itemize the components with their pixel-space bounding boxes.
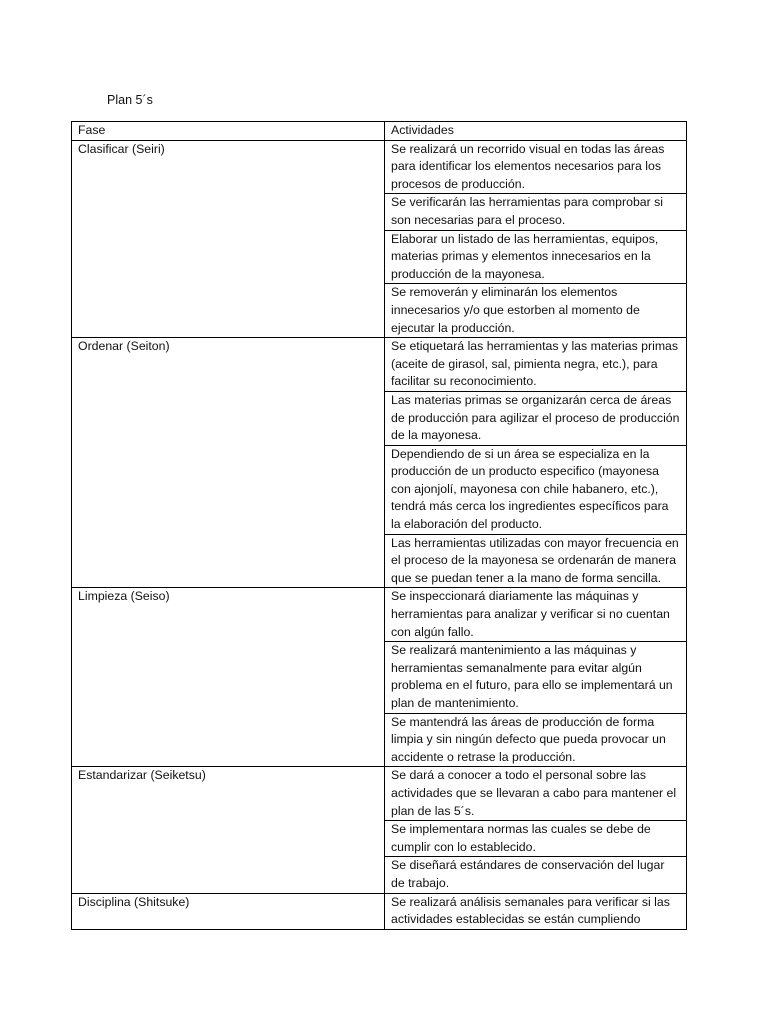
activity-cell: Se mantendrá las áreas de producción de forma limpia y sin ningún defecto que pueda provocar un accidente o retrase la producción. [385,713,687,767]
activity-cell: Elaborar un listado de las herramientas, equipos, materias primas y elementos innecesarios en la producción de la mayonesa. [385,230,687,284]
phase-cell: Clasificar (Seiri) [72,140,385,338]
activity-cell: Se inspeccionará diariamente las máquinas y herramientas para analizar y verificar si no cuentan con algún fallo. [385,588,687,642]
activity-cell: Se dará a conocer a todo el personal sobre las actividades que se llevaran a cabo para mantener el plan de las 5´s. [385,767,687,821]
document-title: Plan 5´s [107,93,153,107]
header-activities: Actividades [385,122,687,141]
activity-cell: Se verificarán las herramientas para comprobar si son necesarias para el proceso. [385,194,687,230]
activity-cell: Se removerán y eliminarán los elementos innecesarios y/o que estorben al momento de ejecutar la producción. [385,284,687,338]
table-body [72,140,687,929]
header-phase: Fase [72,122,385,141]
table-header-row [72,122,687,141]
phase-cell: Ordenar (Seiton) [72,338,385,588]
activity-cell: Se etiquetará las herramientas y las materias primas (aceite de girasol, sal, pimienta negra, etc.), para facilitar su reconocimiento. [385,338,687,392]
table-row [72,893,687,929]
phase-cell: Limpieza (Seiso) [72,588,385,767]
activity-cell: Se diseñará estándares de conservación del lugar de trabajo. [385,857,687,893]
activity-cell: Se realizará análisis semanales para verificar si las actividades establecidas se están cumpliendo [385,893,687,929]
table-row [72,140,687,194]
activity-cell: Se realizará un recorrido visual en todas las áreas para identificar los elementos necesarios para los procesos de producción. [385,140,687,194]
plan-table [71,121,687,930]
table-row [72,338,687,392]
activity-cell: Se implementara normas las cuales se debe de cumplir con lo establecido. [385,821,687,857]
phase-cell: Disciplina (Shitsuke) [72,893,385,929]
activity-cell: Dependiendo de si un área se especializa en la producción de un producto especifico (mayonesa con ajonjolí, mayonesa con chile habanero, etc.), tendrá más cerca los ingredientes específicos para la elaboración del producto. [385,445,687,534]
activity-cell: Las materias primas se organizarán cerca de áreas de producción para agilizar el proceso de producción de la mayonesa. [385,391,687,445]
table-row [72,767,687,821]
table-row [72,588,687,642]
phase-cell: Estandarizar (Seiketsu) [72,767,385,893]
activity-cell: Las herramientas utilizadas con mayor frecuencia en el proceso de la mayonesa se ordenarán de manera que se puedan tener a la mano de forma sencilla. [385,534,687,588]
activity-cell: Se realizará mantenimiento a las máquinas y herramientas semanalmente para evitar algún problema en el futuro, para ello se implementará un plan de mantenimiento. [385,642,687,713]
